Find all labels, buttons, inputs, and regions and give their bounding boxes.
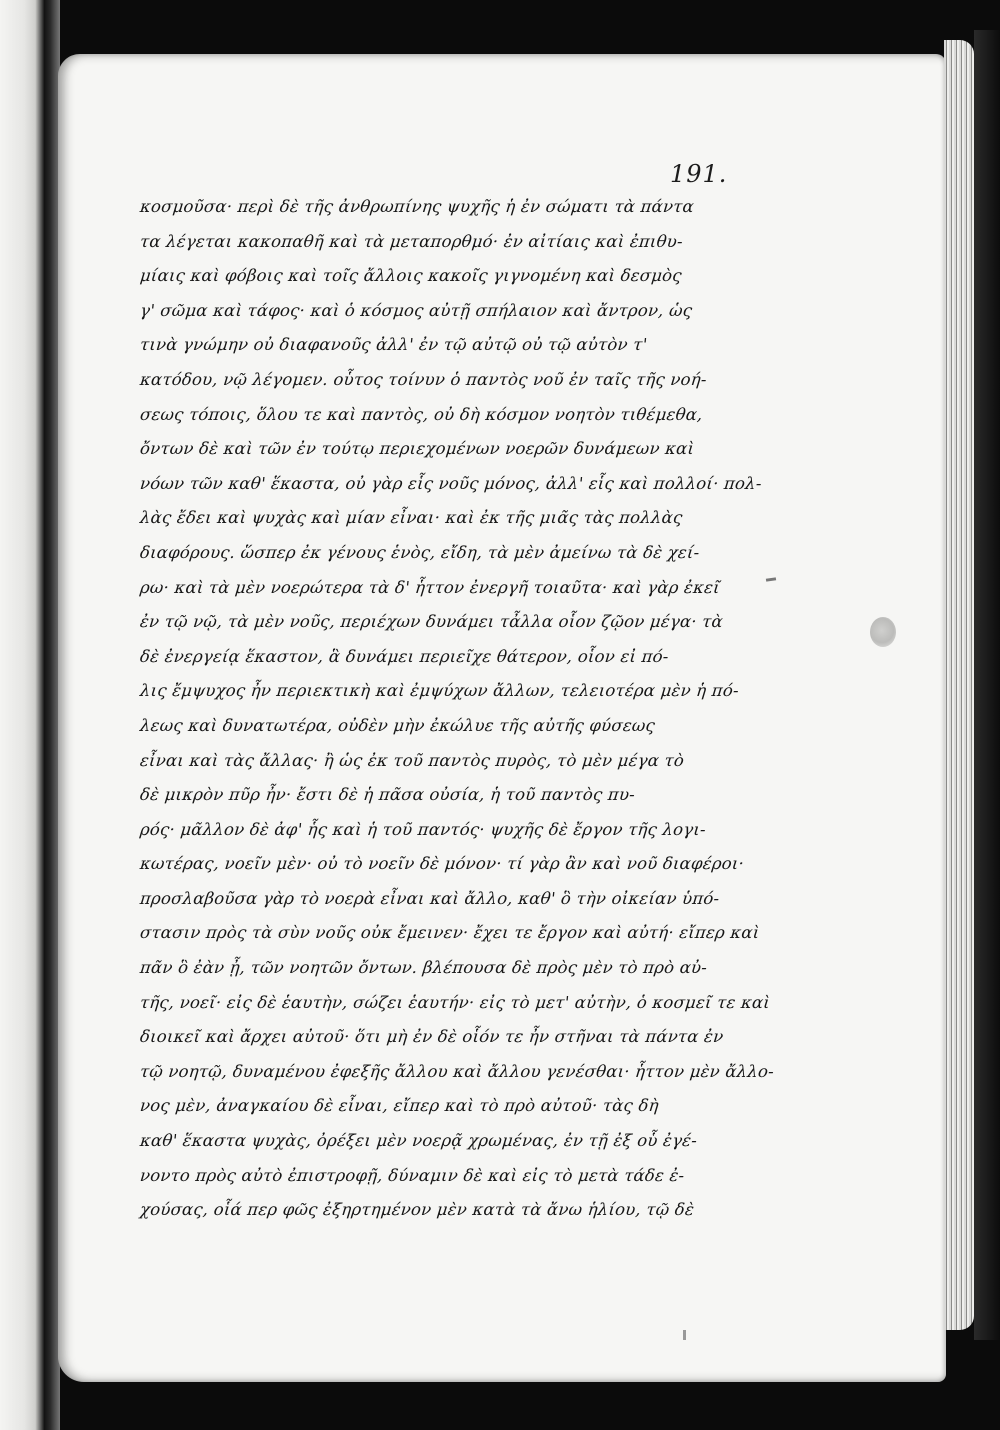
manuscript-line: λις ἔμψυχος ἦν περιεκτικὴ καὶ ἐμψύχων ἄλλων, τελειοτέρα μὲν ἡ πό- [139,681,740,701]
folio-number: 191. [670,160,728,188]
manuscript-line: νοντο πρὸς αὐτὸ ἐπιστροφῇ, δύναμιν δὲ καὶ εἰς τὸ μετὰ τάδε ἐ- [139,1165,686,1185]
manuscript-line: χούσας, οἷά περ φῶς ἐξηρτημένον μὲν κατὰ τὰ ἄνω ἡλίου, τῷ δὲ [139,1200,696,1220]
manuscript-line: ὄντων δὲ καὶ τῶν ἐν τούτῳ περιεχομένων νοερῶν δυνάμεων καὶ [139,439,696,459]
manuscript-line: νος μὲν, ἀναγκαίου δὲ εἶναι, εἴπερ καὶ τὸ πρὸ αὐτοῦ· τὰς δὴ [139,1096,660,1116]
ink-mark [683,1330,686,1340]
manuscript-line: τινὰ γνώμην οὐ διαφανοῦς ἀλλ' ἐν τῷ αὐτῷ οὐ τῷ αὐτὸν τ' [139,335,649,355]
manuscript-line: ρός· μᾶλλον δὲ ἀφ' ἧς καὶ ἡ τοῦ παντός· ψυχῆς δὲ ἔργον τῆς λογι- [139,819,707,839]
manuscript-line: στασιν πρὸς τὰ σὺν νοῦς οὐκ ἔμεινεν· ἔχει τε ἔργον καὶ αὐτή· εἴπερ καὶ [139,923,761,943]
binding-board [974,30,1000,1340]
manuscript-line: εἶναι καὶ τὰς ἄλλας· ἢ ὡς ἐκ τοῦ παντὸς πυρὸς, τὸ μὲν μέγα τὸ [139,750,686,770]
page-stack-edge [944,40,974,1330]
manuscript-line: σεως τόποις, ὅλου τε καὶ παντὸς, οὐ δὴ κόσμον νοητὸν τιθέμεθα, [139,404,704,424]
manuscript-line: καθ' ἕκαστα ψυχὰς, ὀρέξει μὲν νοερᾷ χρωμένας, ἐν τῇ ἐξ οὗ ἐγέ- [139,1131,699,1151]
manuscript-line: γ' σῶμα καὶ τάφος· καὶ ὁ κόσμος αὐτῇ σπήλαιον καὶ ἄντρον, ὡς [139,300,694,320]
manuscript-line: ἐν τῷ νῷ, τὰ μὲν νοῦς, περιέχων δυνάμει τἆλλα οἷον ζῷον μέγα· τὰ [139,612,724,632]
manuscript-line: κοσμοῦσα· περὶ δὲ τῆς ἀνθρωπίνης ψυχῆς ἡ ἐν σώματι τὰ πάντα [139,197,695,216]
manuscript-line: προσλαβοῦσα γὰρ τὸ νοερὰ εἶναι καὶ ἄλλο, καθ' ὃ τὴν οἰκείαν ὑπό- [139,888,721,908]
manuscript-line: τῆς, νοεῖ· εἰς δὲ ἑαυτὴν, σώζει ἑαυτήν· εἰς τὸ μετ' αὐτὴν, ὁ κοσμεῖ τε καὶ [139,992,772,1012]
manuscript-line: διοικεῖ καὶ ἄρχει αὐτοῦ· ὅτι μὴ ἐν δὲ οἷόν τε ἦν στῆναι τὰ πάντα ἐν [139,1027,725,1047]
manuscript-line: πᾶν ὃ ἐὰν ᾖ, τῶν νοητῶν ὄντων. βλέπουσα δὲ πρὸς μὲν τὸ πρὸ αὐ- [139,958,709,978]
manuscript-line: τα λέγεται κακοπαθῆ καὶ τὰ μεταπορθμό· ἐν αἰτίαις καὶ ἐπιθυ- [139,231,684,251]
manuscript-line: διαφόρους. ὥσπερ ἐκ γένους ἑνὸς, εἴδη, τὰ μὲν ἀμείνω τὰ δὲ χεί- [139,542,701,562]
manuscript-line: δὲ ἐνεργείᾳ ἕκαστον, ἃ δυνάμει περιεῖχε θάτερον, οἷον εἰ πό- [139,646,670,666]
manuscript-line: δὲ μικρὸν πῦρ ἦν· ἔστι δὲ ἡ πᾶσα οὐσία, ἡ τοῦ παντὸς πυ- [139,785,637,805]
manuscript-line: κατόδου, νῷ λέγομεν. οὗτος τοίνυν ὁ παντὸς νοῦ ἐν ταῖς τῆς νοή- [139,369,708,389]
manuscript-text-block [139,190,775,1228]
manuscript-line: τῷ νοητῷ, δυναμένου ἐφεξῆς ἄλλου καὶ ἄλλου γενέσθαι· ἧττον μὲν ἄλλο- [139,1061,775,1081]
manuscript-line: λεως καὶ δυνατωτέρα, οὐδὲν μὴν ἐκώλυε τῆς αὐτῆς φύσεως [139,715,657,735]
facing-page-edge [0,0,44,1430]
paper-stain [870,617,896,647]
manuscript-line: μίαις καὶ φόβοις καὶ τοῖς ἄλλοις κακοῖς γιγνομένη καὶ δεσμὸς [139,266,683,286]
manuscript-line: ρω· καὶ τὰ μὲν νοερώτερα τὰ δ' ἧττον ἐνεργῆ τοιαῦτα· καὶ γὰρ ἐκεῖ [139,577,721,597]
manuscript-line: νόων τῶν καθ' ἕκαστα, οὐ γὰρ εἷς νοῦς μόνος, ἀλλ' εἷς καὶ πολλοί· πολ- [139,473,763,493]
manuscript-line: λὰς ἔδει καὶ ψυχὰς καὶ μίαν εἶναι· καὶ ἐκ τῆς μιᾶς τὰς πολλὰς [139,508,684,528]
manuscript-line: κωτέρας, νοεῖν μὲν· οὐ τὸ νοεῖν δὲ μόνον· τί γὰρ ἂν καὶ νοῦ διαφέροι· [139,854,746,874]
